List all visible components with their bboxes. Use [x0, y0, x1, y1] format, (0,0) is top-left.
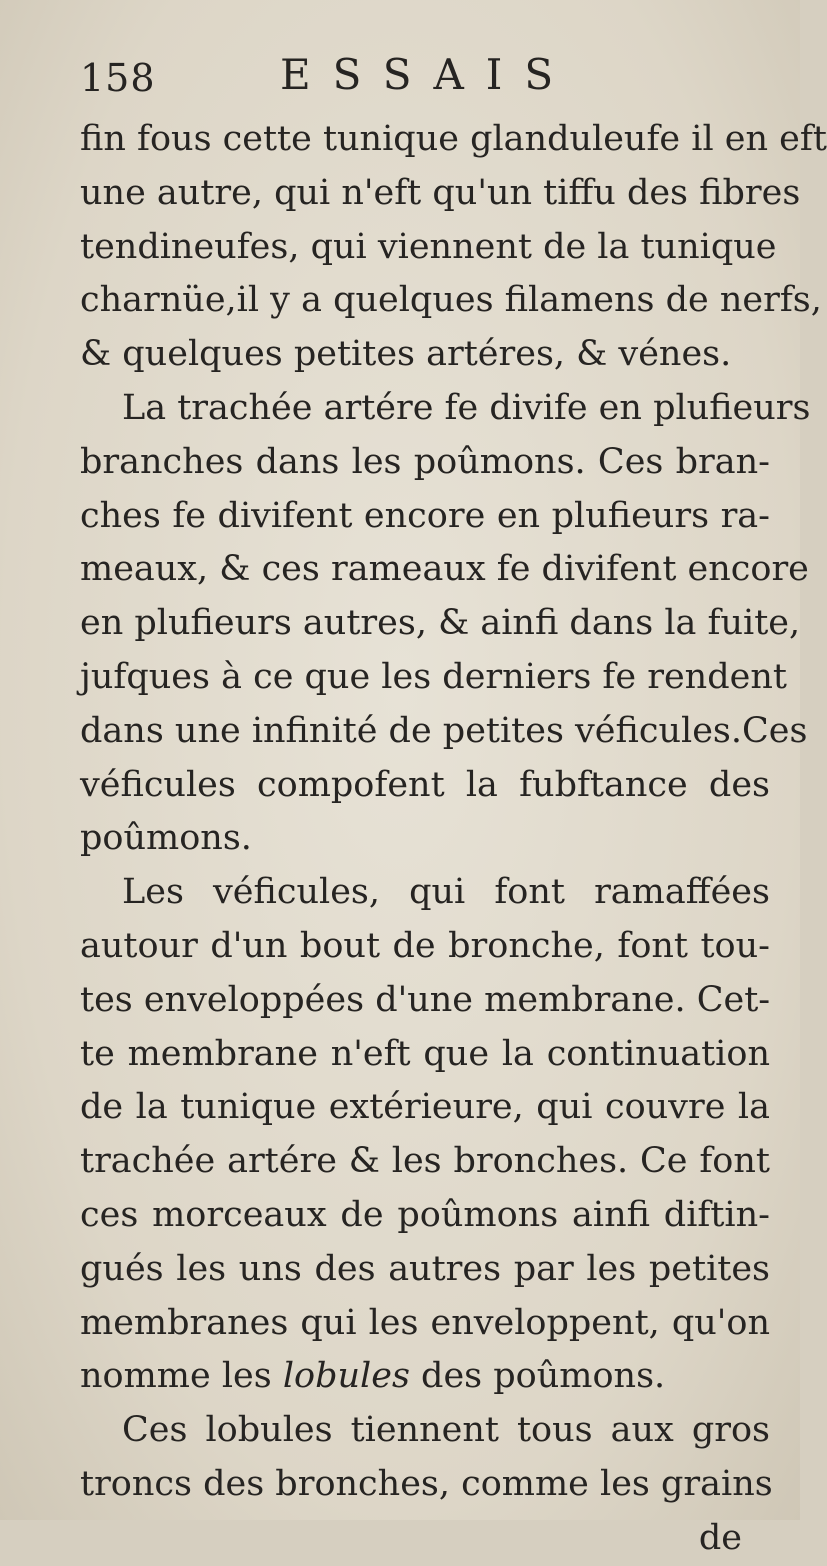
text-line: tes enveloppées d'une membrane. Cet- [80, 979, 771, 1020]
paragraph-start-line: Les véficules, qui font ramaffées [122, 872, 770, 913]
text-line: trachée artére & les bronches. Ce font [80, 1141, 770, 1182]
text-segment: des poûmons. [409, 1356, 666, 1397]
italic-term: lobules [282, 1356, 410, 1397]
text-line: & quelques petites artéres, & vénes. [80, 334, 732, 375]
page-number: 158 [80, 56, 156, 100]
text-line: en plufieurs autres, & ainfi dans la fuite, [80, 603, 801, 644]
text-line: membranes qui les enveloppent, qu'on [80, 1302, 770, 1343]
text-line [80, 1350, 770, 1404]
text-line: jufques à ce que les derniers fe rendent [80, 656, 787, 697]
catchword: de [698, 1517, 742, 1558]
running-title: ESSAIS [280, 50, 576, 99]
text-line: une autre, qui n'eft qu'un tiffu des fibres [80, 172, 801, 213]
text-line: tendineufes, qui viennent de la tunique [80, 226, 777, 267]
text-line: autour d'un bout de bronche, font tou- [80, 925, 770, 966]
paragraph-start-line: La trachée artére fe divife en plufieurs [122, 387, 811, 428]
text-line: ches fe divifent encore en plufieurs ra- [80, 495, 770, 536]
text-line: meaux, & ces rameaux fe divifent encore [80, 549, 809, 590]
text-line: véficules compofent la fubftance des [80, 764, 770, 805]
text-line: branches dans les poûmons. Ces bran- [80, 441, 770, 482]
text-line: troncs des bronches, comme les grains [80, 1463, 773, 1504]
text-segment: nomme les [80, 1356, 283, 1397]
page-header [80, 50, 760, 100]
text-line: fin fous cette tunique glanduleufe il en eft [80, 119, 827, 159]
text-line: poûmons. [80, 818, 252, 859]
text-line: gués les uns des autres par les petites [80, 1248, 770, 1289]
text-line: dans une infinité de petites véficules.Ces [80, 710, 808, 751]
text-line: ces morceaux de poûmons ainfi diftin- [80, 1194, 770, 1235]
text-line: de la tunique extérieure, qui couvre la [80, 1087, 770, 1128]
body-text [80, 113, 827, 1566]
text-line: charnüe,il y a quelques filamens de nerfs, [80, 280, 822, 321]
text-line: te membrane n'eft que la continuation [80, 1033, 770, 1074]
paragraph-start-line: Ces lobules tiennent tous aux gros [122, 1410, 770, 1451]
